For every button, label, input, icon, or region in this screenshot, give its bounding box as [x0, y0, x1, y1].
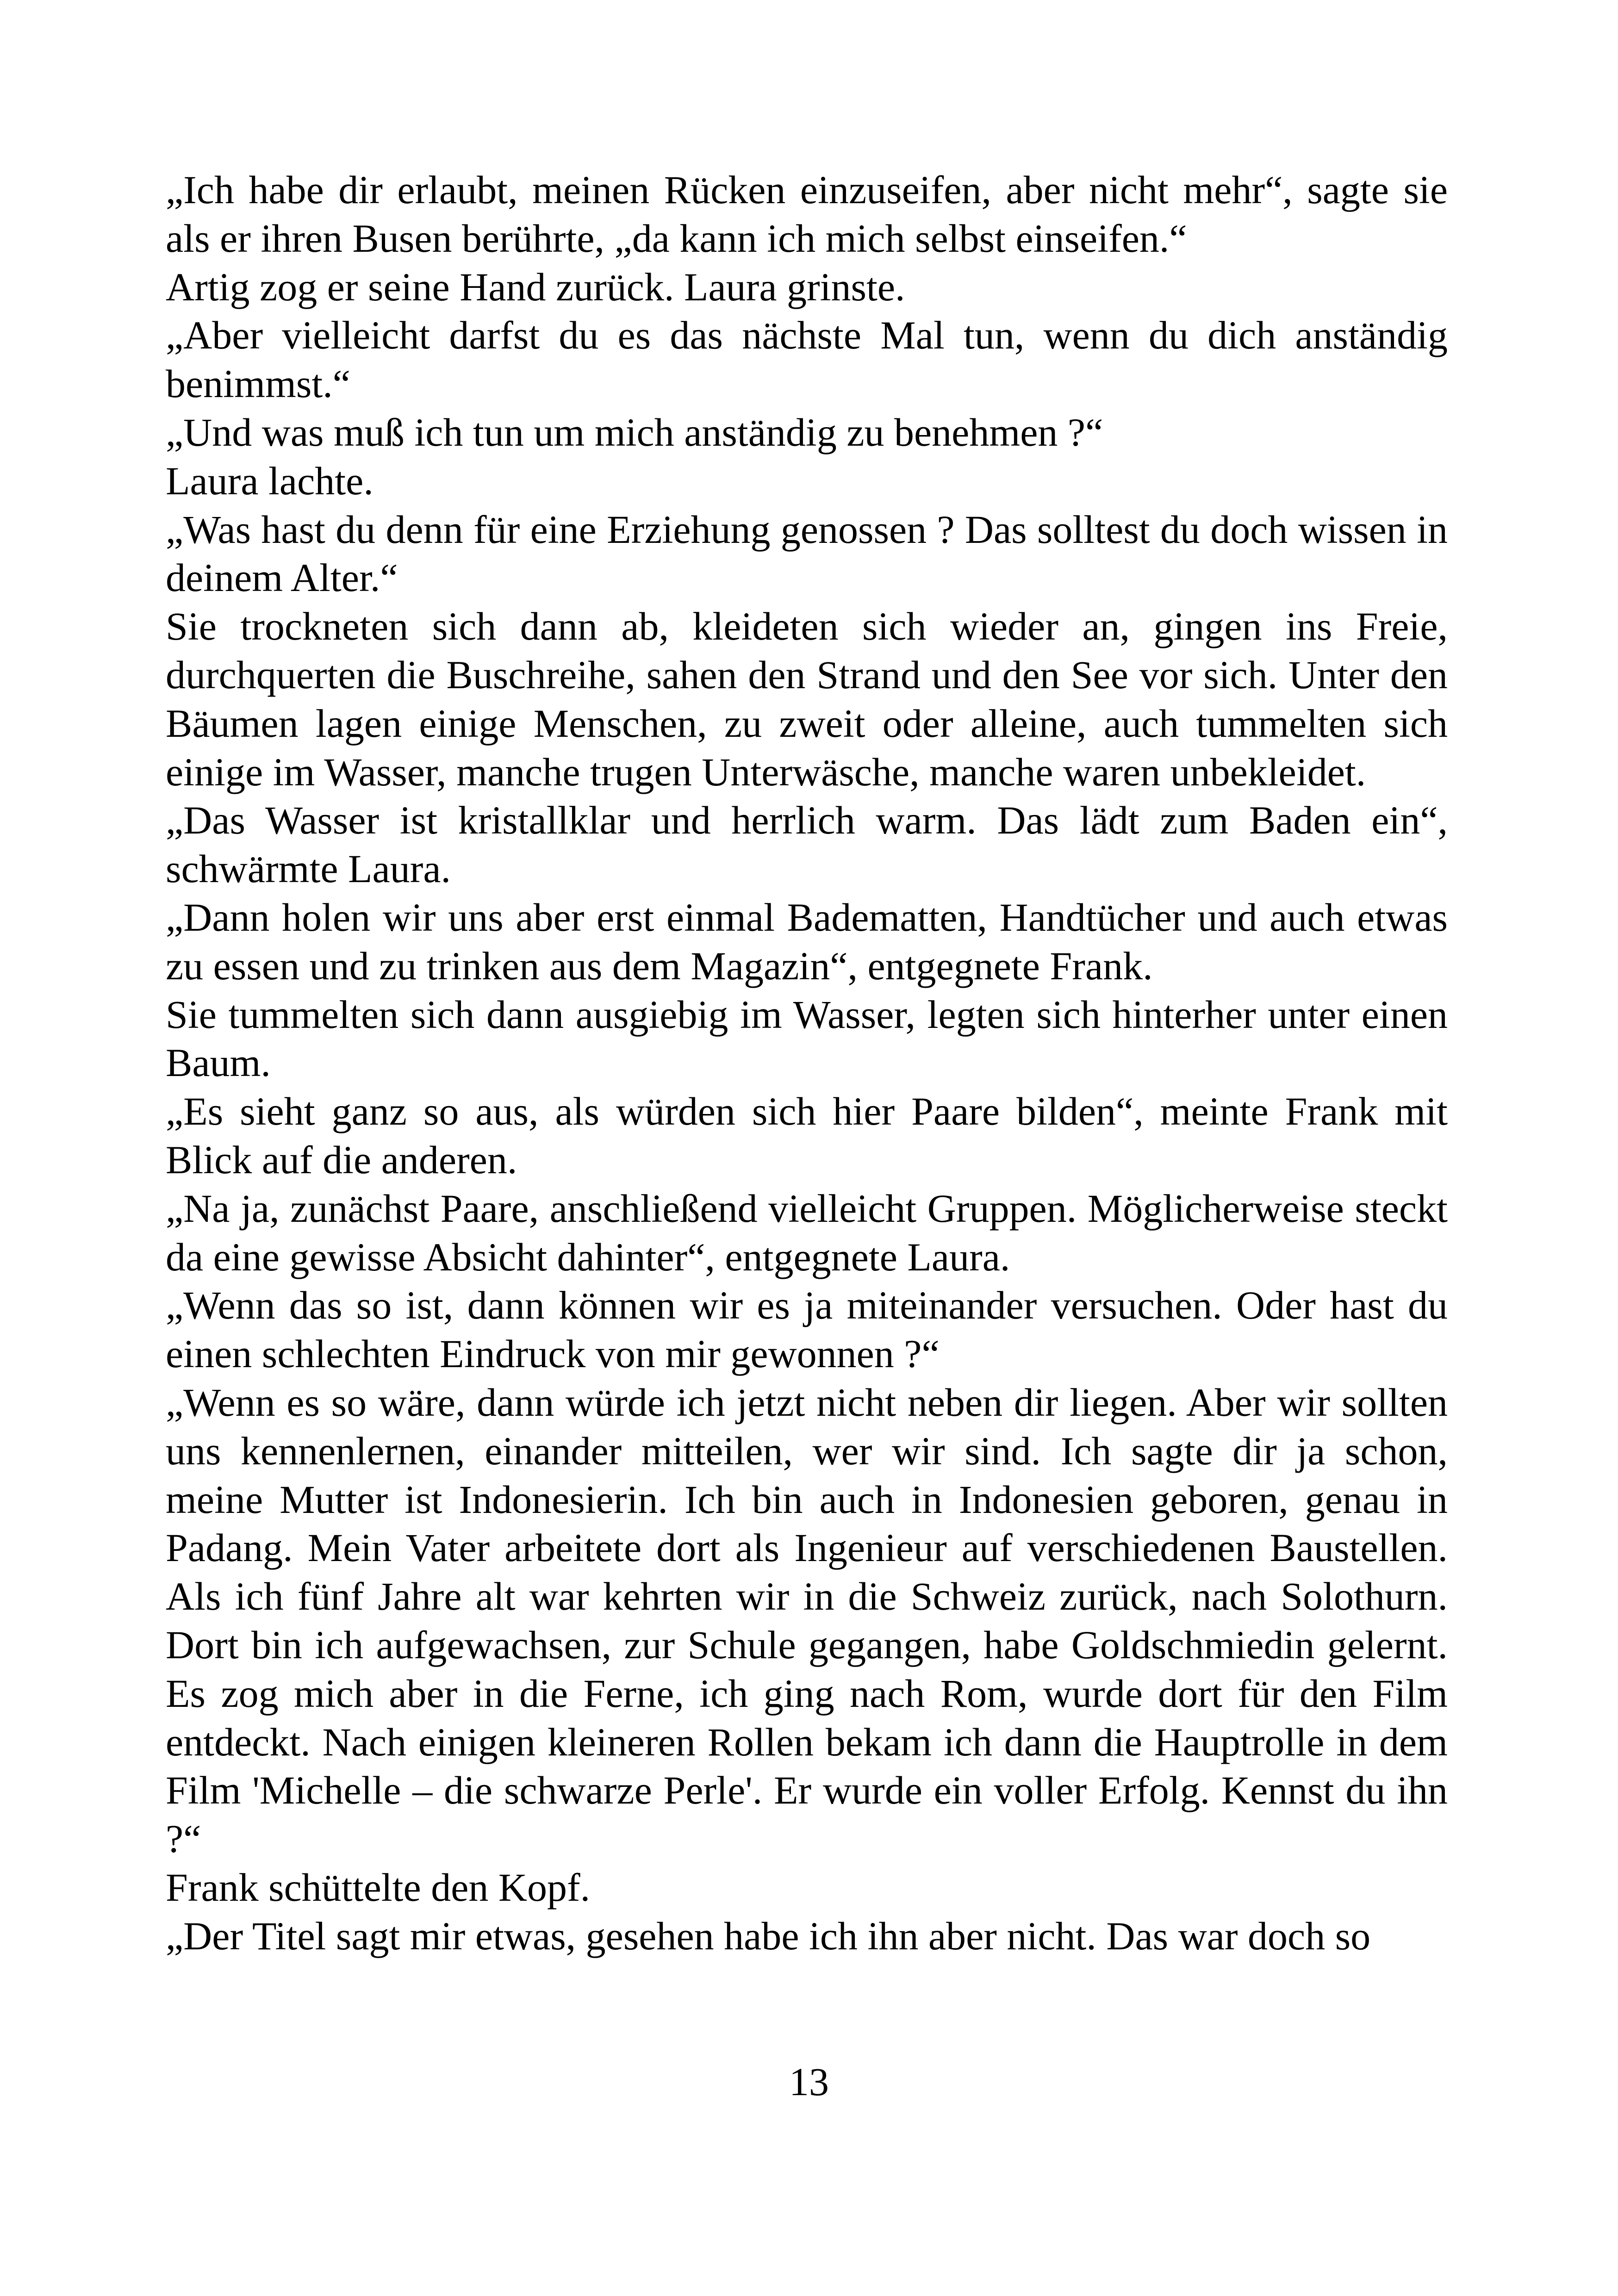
paragraph: Frank schüttelte den Kopf.: [166, 1865, 591, 1910]
paragraph: „Wenn das so ist, dann können wir es ja miteinander versuchen. Oder hast du einen schlechten Eindruck von mir gewonnen ?“: [166, 1283, 1448, 1376]
paragraph: „Aber vielleicht darfst du es das nächste Mal tun, wenn du dich anständig benimmst.“: [166, 313, 1448, 406]
page-number: 13: [789, 2060, 829, 2104]
paragraph: „Ich habe dir erlaubt, meinen Rücken einzuseifen, aber nicht mehr“, sagte sie als er ihren Busen berührte, „da kann ich mich selbst einseifen.“: [166, 168, 1448, 261]
paragraph: „Der Titel sagt mir etwas, gesehen habe ich ihn aber nicht. Das war doch so: [166, 1913, 1371, 1958]
paragraph: „Und was muß ich tun um mich anständig zu benehmen ?“: [166, 410, 1103, 454]
paragraph: „Na ja, zunächst Paare, anschließend vielleicht Gruppen. Möglicherweise steckt da eine gewisse Absicht dahinter“, entgegnete Laura.: [166, 1186, 1448, 1279]
paragraph: „Wenn es so wäre, dann würde ich jetzt nicht neben dir liegen. Aber wir sollten uns kennenlernen, einander mitteilen, wer wir sind. Ich sagte dir ja schon, meine Mutter ist Indonesierin. Ich bin auch in Indonesien geboren, genau in Padang. Mein Vater arbeitete dort als Ingenieur auf verschiedenen Baustellen. Als ich fünf Jahre alt war kehrten wir in die Schweiz zurück, nach Solothurn. Dort bin ich aufgewachsen, zur Schule gegangen, habe Goldschmiedin gelernt. Es zog mich aber in die Ferne, ich ging nach Rom, wurde dort für den Film entdeckt. Nach einigen kleineren Rollen bekam ich dann die Hauptrolle in dem Film 'Michelle – die schwarze Perle'. Er wurde ein voller Erfolg. Kennst du ihn ?“: [166, 1380, 1448, 1861]
body-text: [166, 166, 1448, 1960]
paragraph: „Das Wasser ist kristallklar und herrlich warm. Das lädt zum Baden ein“, schwärmte Laura.: [166, 798, 1448, 891]
paragraph: „Es sieht ganz so aus, als würden sich hier Paare bilden“, meinte Frank mit Blick auf die anderen.: [166, 1089, 1448, 1182]
paragraph: Sie trockneten sich dann ab, kleideten sich wieder an, gingen ins Freie, durchquerten die Buschreihe, sahen den Strand und den See vor sich. Unter den Bäumen lagen einige Menschen, zu zweit oder alleine, auch tummelten sich einige im Wasser, manche trugen Unterwäsche, manche waren unbekleidet.: [166, 604, 1448, 794]
paragraph: Sie tummelten sich dann ausgiebig im Wasser, legten sich hinterher unter einen Baum.: [166, 992, 1448, 1085]
paragraph: Artig zog er seine Hand zurück. Laura grinste.: [166, 264, 905, 309]
paragraph: Laura lachte.: [166, 458, 373, 503]
paragraph: „Dann holen wir uns aber erst einmal Badematten, Handtücher und auch etwas zu essen und zu trinken aus dem Magazin“, entgegnete Frank.: [166, 895, 1448, 988]
paragraph: „Was hast du denn für eine Erziehung genossen ? Das solltest du doch wissen in deinem Alter.“: [166, 507, 1448, 600]
